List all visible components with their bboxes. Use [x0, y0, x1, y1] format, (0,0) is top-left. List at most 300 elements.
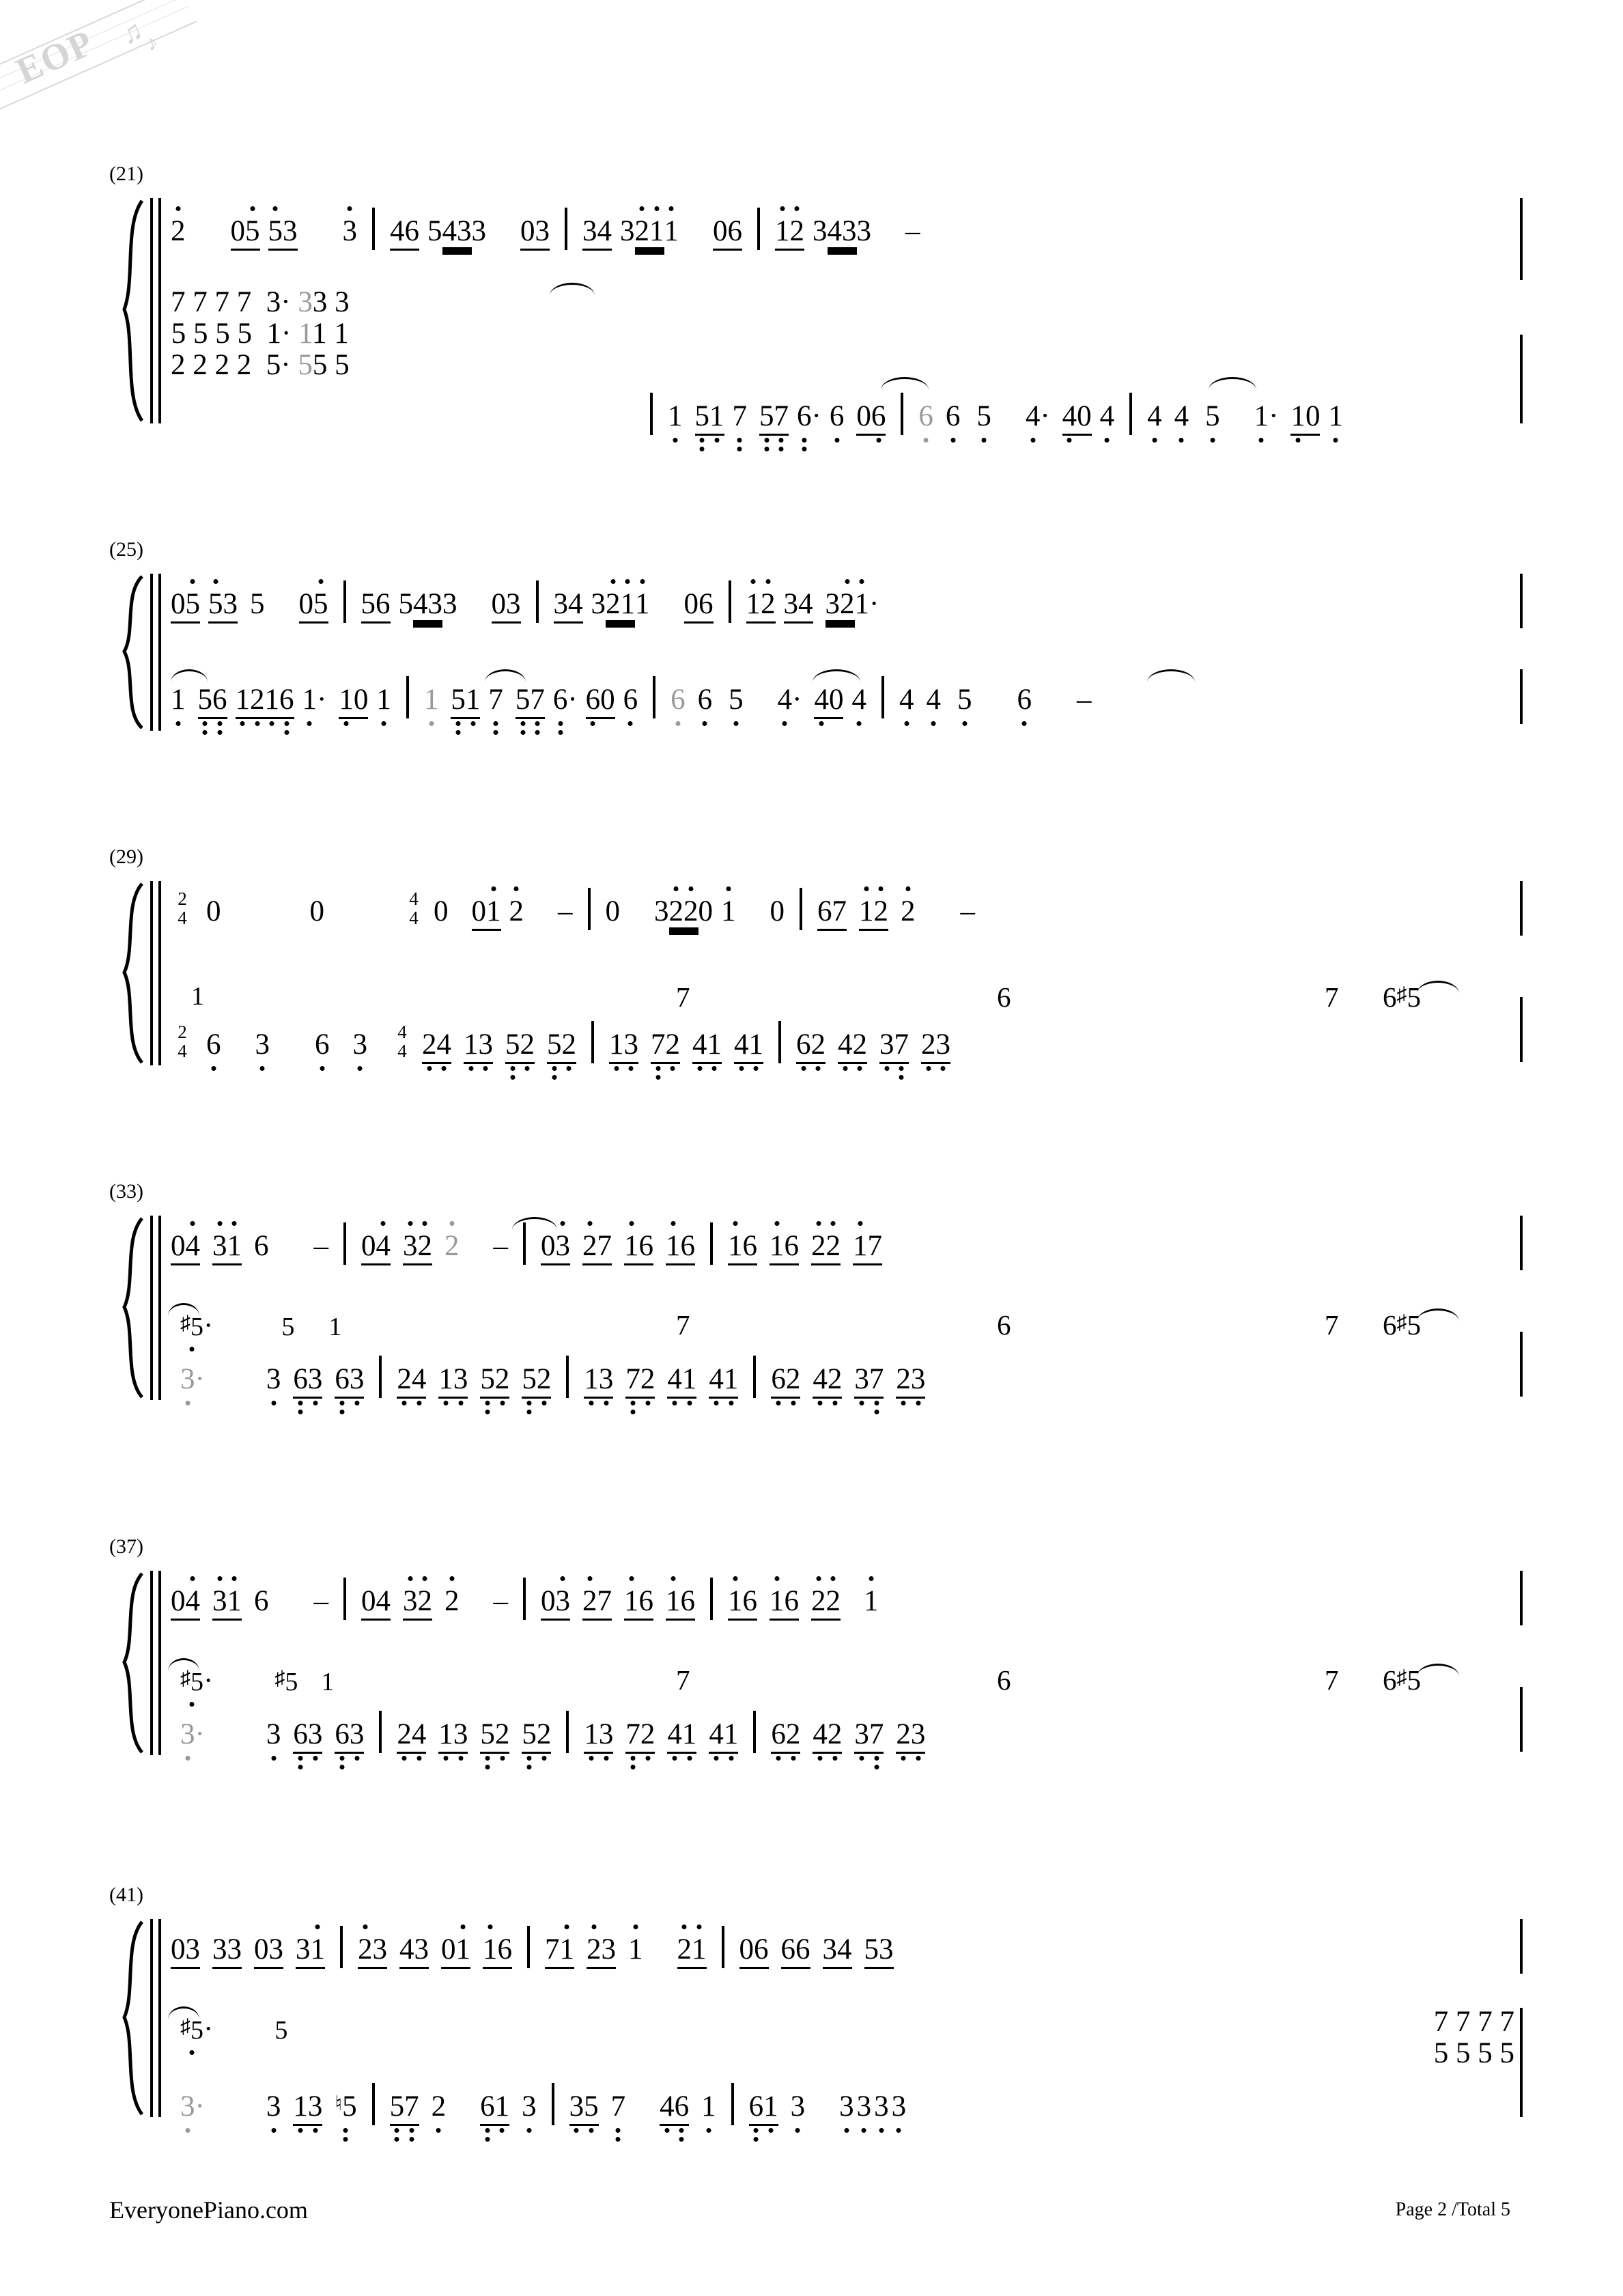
note: 7 [867, 1230, 882, 1262]
beam-group [554, 589, 583, 624]
note: 3 [268, 1933, 283, 1965]
beam-group [864, 1935, 894, 1969]
system-measure-37 [102, 1535, 1523, 1776]
tie-arc [171, 669, 208, 682]
note: 2 [444, 1586, 460, 1616]
measure-number: (25) [109, 538, 143, 561]
note: 1 [728, 1231, 743, 1261]
note: 3 [180, 2092, 195, 2121]
note: 3 [353, 1030, 368, 1059]
beam-group [813, 1364, 842, 1399]
note: 3 [553, 588, 568, 620]
beam-group [361, 1231, 391, 1265]
beam-group [403, 1231, 432, 1265]
note: 0 [353, 684, 369, 716]
note: 2 [874, 897, 889, 926]
beam-group [811, 1231, 841, 1265]
note: 4 [837, 1933, 852, 1965]
note: 3 [180, 1364, 195, 1394]
note: 3 [223, 588, 238, 620]
note: 3 [403, 1231, 418, 1261]
note: 5 [516, 685, 531, 714]
note: 0 [171, 1230, 186, 1262]
beam-group [1290, 402, 1320, 436]
note: 1 [728, 1586, 743, 1616]
note: 6 [279, 685, 294, 714]
note: 5 [313, 589, 328, 619]
note: 2 [811, 1586, 826, 1616]
note: 2 [828, 1364, 843, 1394]
note: 2 [826, 1586, 841, 1616]
note: 1 [584, 1720, 599, 1749]
system-left-barlines [150, 1571, 161, 1755]
grand-staff-brace [115, 574, 146, 731]
upper-voice-note: 6 [997, 981, 1011, 1013]
music-note-icon: ♫ [116, 14, 147, 51]
hold-dash: – [493, 1585, 508, 1617]
note: 4 [734, 1030, 749, 1059]
note: 1 [628, 1935, 643, 1964]
beam-group [854, 1720, 884, 1754]
note: 7 [774, 402, 789, 431]
beam-group [651, 1030, 680, 1064]
beam-group [480, 2092, 509, 2126]
beam-group [480, 1720, 509, 1754]
rest: 0 [434, 895, 449, 927]
tie-arc [813, 669, 860, 682]
upper-voice-note: 7 [676, 1309, 690, 1341]
note: 3 [582, 215, 597, 247]
beam-group [606, 589, 635, 620]
note: 0 [828, 684, 844, 716]
note: 3 [212, 1231, 227, 1261]
system-left-barlines [150, 1216, 161, 1400]
upper-voice-note: 7 [1325, 1309, 1339, 1341]
beam-group [198, 685, 227, 719]
note: 2 [171, 216, 186, 246]
note: 5 [361, 588, 376, 620]
note: 3 [654, 895, 669, 927]
system-measure-21 [102, 163, 1523, 464]
beam-group [666, 1231, 695, 1265]
note: 3 [266, 1364, 281, 1394]
upper-voice-note: 6 [997, 1309, 1011, 1341]
hold-dash: – [313, 1585, 328, 1617]
note: 6 [680, 1230, 695, 1262]
upper-voice-note: 6 [997, 1664, 1011, 1696]
note: 2 [853, 1030, 868, 1059]
note: 1 [746, 589, 761, 619]
note: 5 [480, 1720, 495, 1749]
chord-stack: 7 7 7 7 5 5 5 5 [1433, 2006, 1514, 2069]
right-hand-staff-row [171, 208, 1523, 251]
note: 2 [495, 1364, 510, 1394]
beam-group [212, 1586, 242, 1621]
note: 1 [495, 2092, 510, 2121]
note: 1 [770, 1231, 785, 1261]
beam-group [684, 589, 714, 624]
note: · [203, 2013, 214, 2045]
note: 7 [651, 1030, 666, 1059]
beam-group [361, 589, 391, 624]
beam-group [921, 1030, 950, 1064]
note: 2 [444, 1231, 460, 1261]
beam-group [520, 216, 550, 251]
note: 6 [623, 685, 638, 714]
note: 4 [1147, 402, 1162, 431]
note: 6 [817, 895, 832, 927]
note: 5 [451, 685, 466, 714]
hold-dash: – [1076, 684, 1092, 716]
beam-group [582, 1231, 612, 1265]
note: 1 [624, 1586, 639, 1616]
note: 0 [541, 1585, 556, 1617]
beam-group [472, 897, 501, 931]
beam-group [814, 685, 843, 719]
note: 3 [442, 588, 457, 620]
note: 3 [185, 1933, 200, 1965]
note: 3 [822, 1933, 837, 1965]
note: · [203, 1665, 214, 1697]
beam-group [1062, 402, 1092, 436]
note: 6 [586, 685, 601, 714]
note: 4 [186, 1231, 201, 1261]
note: · [203, 1310, 214, 1342]
upper-voice-note: 7 [1325, 1664, 1339, 1696]
grand-staff-brace [115, 1919, 146, 2117]
note: 0 [713, 215, 728, 247]
note: 3 [556, 1586, 571, 1616]
note: 1 [438, 1720, 453, 1749]
grand-staff-brace [115, 1571, 146, 1755]
note: 5 [245, 216, 260, 246]
note: 5 [505, 1030, 520, 1059]
note: 1 [692, 1935, 707, 1964]
beam-group [823, 1935, 852, 1969]
note: 3 [266, 2092, 281, 2121]
note: 0 [1305, 400, 1321, 432]
note: 3 [522, 2092, 537, 2121]
note: 2 [495, 1720, 510, 1749]
note: 2 [826, 1231, 841, 1261]
note: 7 [530, 685, 545, 714]
upper-voice-note: 6♯5 [1383, 1309, 1421, 1341]
note: 3 [854, 1720, 869, 1749]
note: 5 [268, 216, 283, 246]
beam-group [692, 1030, 722, 1064]
note: 6 [293, 1364, 308, 1394]
beam-group [171, 1935, 200, 1969]
note: 4 [1174, 402, 1189, 431]
beam-group [667, 1720, 696, 1754]
note: 6 [335, 1364, 350, 1394]
note: 1 [724, 1720, 739, 1749]
note: 1 [853, 1231, 868, 1261]
note: 7 [597, 1230, 612, 1262]
measure-number: (37) [109, 1535, 143, 1558]
beam-group [522, 1364, 551, 1399]
note: 5 [274, 2016, 288, 2045]
system-measure-25 [102, 538, 1523, 751]
left-hand-upper-markings-row [171, 1311, 1523, 1341]
note: 4 [813, 1720, 828, 1749]
note: 3 [308, 1364, 323, 1394]
note: 3 [308, 1720, 323, 1749]
note: 1 [775, 216, 790, 246]
note: 3 [296, 1933, 311, 1965]
note: 5 [957, 685, 972, 714]
note: 5 [281, 1313, 295, 1341]
beam-group [483, 1935, 512, 1969]
note: 3 [620, 215, 635, 247]
note: 3 [212, 1933, 227, 1965]
rest: 0 [605, 895, 620, 927]
note: 6 [698, 685, 713, 714]
note: 3 [892, 2092, 907, 2121]
beam-group [390, 216, 419, 251]
upper-voice-note: 7 [676, 1664, 690, 1696]
beam-group [749, 2092, 778, 2126]
note: 0 [361, 1230, 376, 1262]
note: 3 [427, 588, 442, 620]
time-signature-4-4: 4 4 [409, 888, 419, 928]
note: 1 [770, 1586, 785, 1616]
note: 3 [308, 2092, 323, 2121]
note: 6 [871, 402, 886, 431]
note: 5 [390, 2092, 405, 2121]
left-hand-staff-row [171, 1021, 1523, 1064]
note: 3 [879, 1030, 894, 1059]
system-left-barlines [150, 1919, 161, 2117]
note: 3 [856, 215, 871, 247]
note: 2 [250, 685, 265, 714]
note: 4 [597, 215, 612, 247]
beam-group [584, 1720, 613, 1754]
note: 3 [414, 1933, 429, 1965]
beam-group [728, 1586, 757, 1621]
note: 7 [545, 1933, 560, 1965]
note: 4 [376, 1585, 391, 1617]
beam-group [541, 1586, 570, 1621]
right-hand-staff-row [171, 1926, 1523, 1969]
beam-group [770, 1586, 799, 1621]
note: 6 [784, 1230, 799, 1262]
note: 0 [171, 1933, 186, 1965]
beam-group [781, 1935, 810, 1969]
note: 3 [911, 1364, 926, 1394]
note: 5 [864, 1933, 879, 1965]
note: 1 [302, 685, 317, 714]
system-left-barlines [150, 198, 161, 423]
note: 1 [701, 2092, 716, 2121]
beam-group [759, 402, 789, 436]
note: 6 [553, 685, 568, 714]
note: 6 [742, 1230, 757, 1262]
note: 3 [599, 1364, 614, 1394]
note: 2 [896, 1364, 911, 1394]
note: 2 [418, 1231, 433, 1261]
beam-group [516, 685, 545, 719]
note: 1 [624, 1231, 639, 1261]
note: 1 [438, 1364, 453, 1394]
tie-arc [512, 1217, 557, 1230]
left-hand-staff-row [171, 676, 1523, 719]
left-hand-upper-markings-row [171, 981, 1523, 1013]
beam-group [582, 1586, 612, 1621]
note: 6 [1017, 685, 1032, 714]
note: 1 [864, 1586, 879, 1616]
note: 0 [520, 215, 535, 247]
note: 0 [491, 588, 506, 620]
beam-group [492, 589, 521, 624]
note: 1 [1328, 402, 1343, 431]
note: 2 [901, 897, 916, 926]
beam-group [522, 1720, 551, 1754]
right-hand-staff-row [171, 1578, 1523, 1621]
note: 4 [667, 1364, 682, 1394]
note: 3 [535, 215, 550, 247]
grand-staff-brace [115, 881, 146, 1065]
hold-dash: – [960, 895, 975, 927]
beam-group [625, 1364, 655, 1399]
note: 4 [827, 215, 842, 247]
note: 2 [582, 1586, 597, 1616]
note: 1 [424, 685, 439, 714]
note: 2 [811, 1231, 826, 1261]
note: 4 [814, 685, 829, 714]
note: 1 [724, 1364, 739, 1394]
beam-group [545, 1935, 574, 1969]
note: 7 [625, 1720, 640, 1749]
note: 3 [453, 1720, 468, 1749]
note: 2 [397, 1720, 412, 1749]
note: 6 [404, 215, 419, 247]
hold-dash: – [493, 1230, 508, 1262]
upper-voice-note: 7 [676, 981, 690, 1013]
note: 3 [569, 2092, 584, 2121]
system-left-barlines [150, 574, 161, 731]
note: 2 [840, 589, 855, 619]
note: 0 [698, 895, 713, 927]
beam-group [813, 1720, 842, 1754]
note: · [1040, 400, 1050, 432]
note-sharp-5: ♯5 [274, 1667, 298, 1696]
beam-group [709, 1720, 738, 1754]
note: 4 [1100, 402, 1115, 431]
beam-group [896, 1720, 925, 1754]
rest: 0 [309, 895, 324, 927]
note: 3 [624, 1030, 639, 1059]
note: 6 [497, 1933, 512, 1965]
system-measure-33 [102, 1180, 1523, 1420]
note: 2 [669, 897, 684, 926]
left-hand-upper-markings-row [171, 1666, 1523, 1696]
beam-group [771, 1720, 800, 1754]
note: 3 [471, 215, 486, 247]
note: 6 [698, 588, 714, 620]
note: 2 [761, 589, 776, 619]
note: 6 [742, 1585, 757, 1617]
note: 3 [601, 1933, 616, 1965]
note: 5 [208, 589, 223, 619]
beam-group [171, 1231, 200, 1265]
chord-stack: 7 7 7 7 3· 33 3 5 5 5 5 1· 11 1 2 2 2 2 5· 55 5 [171, 286, 350, 381]
beam-group [635, 216, 664, 247]
beam-group [879, 1030, 909, 1064]
beam-group [413, 589, 442, 620]
beam-group [293, 2092, 322, 2126]
note: 1 [227, 1586, 242, 1616]
note: 5 [427, 215, 442, 247]
note: 3 [283, 215, 298, 247]
note: 0 [683, 588, 698, 620]
note: 6 [293, 1720, 308, 1749]
note: 2 [811, 1030, 826, 1059]
tie-arc [550, 283, 595, 296]
page-indicator: Page 2 /Total 5 [1395, 2199, 1510, 2220]
hold-dash: – [558, 895, 573, 927]
upper-voice-note: 7 [1325, 981, 1339, 1013]
note: 1 [339, 685, 354, 714]
watermark-staff-line [0, 6, 188, 98]
note: 3 [403, 1586, 418, 1616]
note: 2 [896, 1720, 911, 1749]
beam-group [695, 402, 724, 436]
tie-arc [168, 1658, 199, 1671]
beam-group [667, 1364, 696, 1399]
beam-group [569, 2092, 599, 2126]
note: 5 [198, 685, 213, 714]
beam-group [212, 1935, 242, 1969]
beam-group [784, 589, 813, 624]
beam-group [669, 897, 698, 927]
left-hand-staff-row [171, 2083, 1523, 2126]
note: 1 [749, 1030, 764, 1059]
system-left-barlines [150, 881, 161, 1065]
note: 1 [621, 589, 636, 619]
note: 2 [640, 1364, 655, 1394]
note: 4 [798, 588, 813, 620]
upper-voice-note: 6♯5 [1383, 981, 1421, 1013]
note: 7 [733, 402, 748, 431]
note: 1 [649, 216, 664, 246]
note: 1 [483, 1935, 498, 1964]
note: 2 [828, 1720, 843, 1749]
rest: 0 [206, 895, 221, 927]
beam-group [609, 1030, 638, 1064]
measure-number: (29) [109, 845, 143, 868]
beam-group [796, 1030, 825, 1064]
beam-group [438, 1720, 468, 1754]
note: 1 [584, 1364, 599, 1394]
note: 4 [851, 685, 866, 714]
note: 0 [1077, 400, 1092, 432]
note: 2 [432, 2092, 447, 2121]
note: 1 [721, 897, 736, 926]
beam-group [828, 216, 857, 247]
beam-group [171, 589, 200, 624]
left-hand-staff-row [171, 1356, 1523, 1399]
beam-group [859, 897, 888, 931]
note: 1 [1254, 402, 1269, 431]
note: 6 [780, 1933, 795, 1965]
time-signature-2-4: 2 4 [178, 1022, 187, 1061]
note: 6 [771, 1720, 786, 1749]
note: 1 [666, 1231, 681, 1261]
note: 6 [638, 1585, 653, 1617]
note: 3 [227, 1933, 242, 1965]
note: 0 [739, 1933, 754, 1965]
